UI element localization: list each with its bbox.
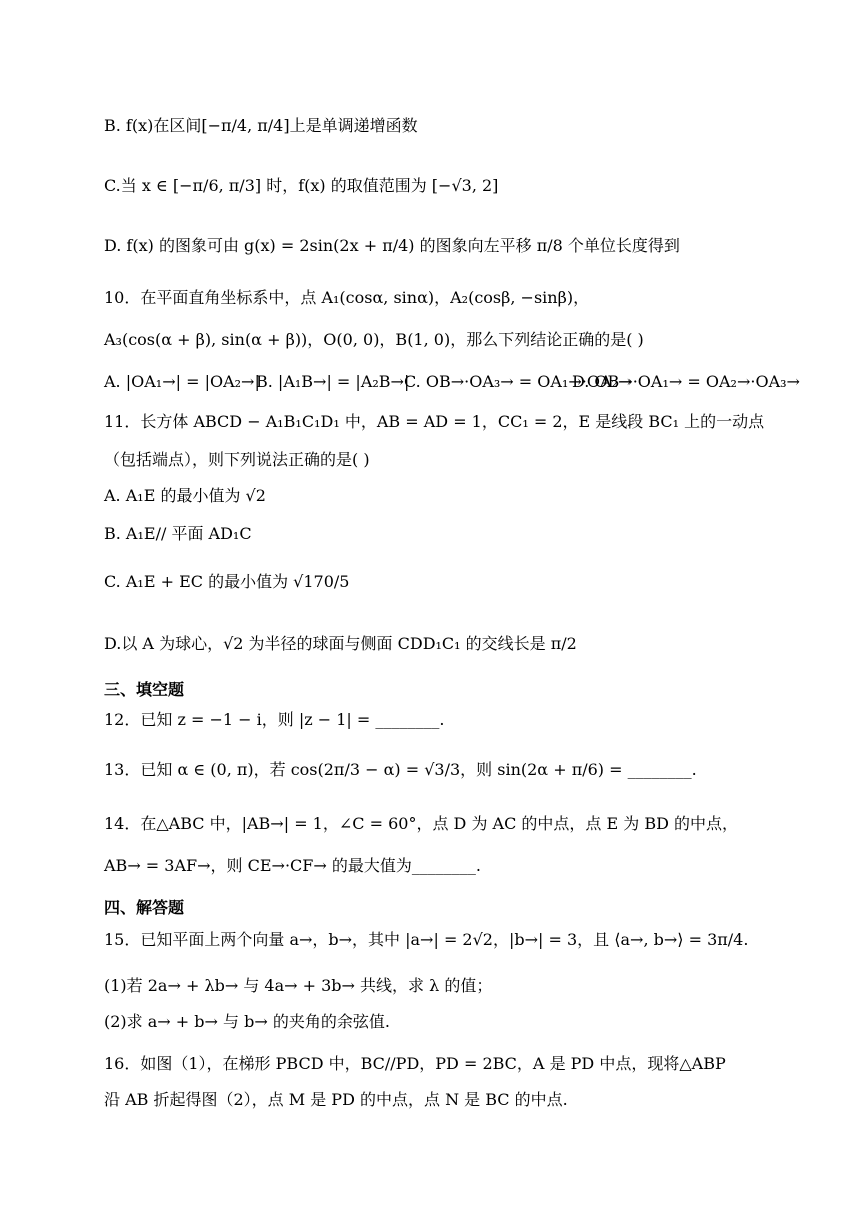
q10-option-d: D. OB→·OA₁→ = OA₂→·OA₃→ bbox=[572, 372, 800, 391]
q15-part2: (2)求 a→ + b→ 与 b→ 的夹角的余弦值. bbox=[104, 1012, 390, 1031]
q14-line2: AB→ = 3AF→，则 CE→·CF→ 的最大值为________. bbox=[104, 856, 481, 875]
q14-line1: 14．在△ABC 中，|AB→| = 1，∠C = 60°，点 D 为 AC 的中点，点 E 为 BD 的中点， bbox=[104, 814, 739, 833]
q11-option-b: B. A₁E// 平面 AD₁C bbox=[104, 524, 252, 543]
q9-option-b: B. f(x)在区间[−π/4, π/4]上是单调递增函数 bbox=[104, 116, 418, 135]
q11-option-a: A. A₁E 的最小值为 √2 bbox=[104, 486, 266, 505]
q15-stem: 15．已知平面上两个向量 a→，b→，其中 |a→| = 2√2，|b→| = 3，且 ⟨a→, b→⟩ = 3π/4. bbox=[104, 930, 749, 949]
q11-stem-line2: （包括端点），则下列说法正确的是( ) bbox=[104, 450, 370, 469]
q11-stem-line1: 11．长方体 ABCD − A₁B₁C₁D₁ 中，AB = AD = 1，CC₁ = 2，E 是线段 BC₁ 上的一动点 bbox=[104, 412, 765, 431]
q10-stem-line2: A₃(cos(α + β), sin(α + β))，O(0, 0)，B(1, 0)，那么下列结论正确的是( ) bbox=[104, 330, 644, 349]
q10-option-b: B. |A₁B→| = |A₂B→| bbox=[256, 372, 410, 391]
q11-option-d: D.以 A 为球心，√2 为半径的球面与侧面 CDD₁C₁ 的交线长是 π/2 bbox=[104, 634, 577, 653]
q16-line2: 沿 AB 折起得图（2），点 M 是 PD 的中点，点 N 是 BC 的中点. bbox=[104, 1090, 568, 1109]
q15-part1: (1)若 2a→ + λb→ 与 4a→ + 3b→ 共线，求 λ 的值； bbox=[104, 976, 493, 995]
q10-stem-line1: 10．在平面直角坐标系中，点 A₁(cosα, sinα)，A₂(cosβ, −sinβ)， bbox=[104, 288, 590, 307]
section-title-solve: 四、解答题 bbox=[104, 898, 185, 917]
q11-option-c: C. A₁E + EC 的最小值为 √170/5 bbox=[104, 572, 350, 591]
q10-option-a: A. |OA₁→| = |OA₂→| bbox=[104, 372, 260, 391]
q16-line1: 16．如图（1），在梯形 PBCD 中，BC//PD，PD = 2BC，A 是 PD 中点，现将△ABP bbox=[104, 1054, 726, 1073]
q9-option-d: D. f(x) 的图象可由 g(x) = 2sin(2x + π/4) 的图象向左平移 π/8 个单位长度得到 bbox=[104, 236, 680, 255]
q12: 12．已知 z = −1 − i，则 |z − 1| = ________. bbox=[104, 710, 445, 729]
section-title-fill-in: 三、填空题 bbox=[104, 680, 185, 699]
q10-option-c: C. OB→·OA₃→ = OA₁→·OA₂→ bbox=[404, 372, 632, 391]
q9-option-c: C.当 x ∈ [−π/6, π/3] 时，f(x) 的取值范围为 [−√3, 2] bbox=[104, 176, 499, 195]
q13: 13．已知 α ∈ (0, π)，若 cos(2π/3 − α) = √3/3，则 sin(2α + π/6) = ________. bbox=[104, 760, 697, 779]
